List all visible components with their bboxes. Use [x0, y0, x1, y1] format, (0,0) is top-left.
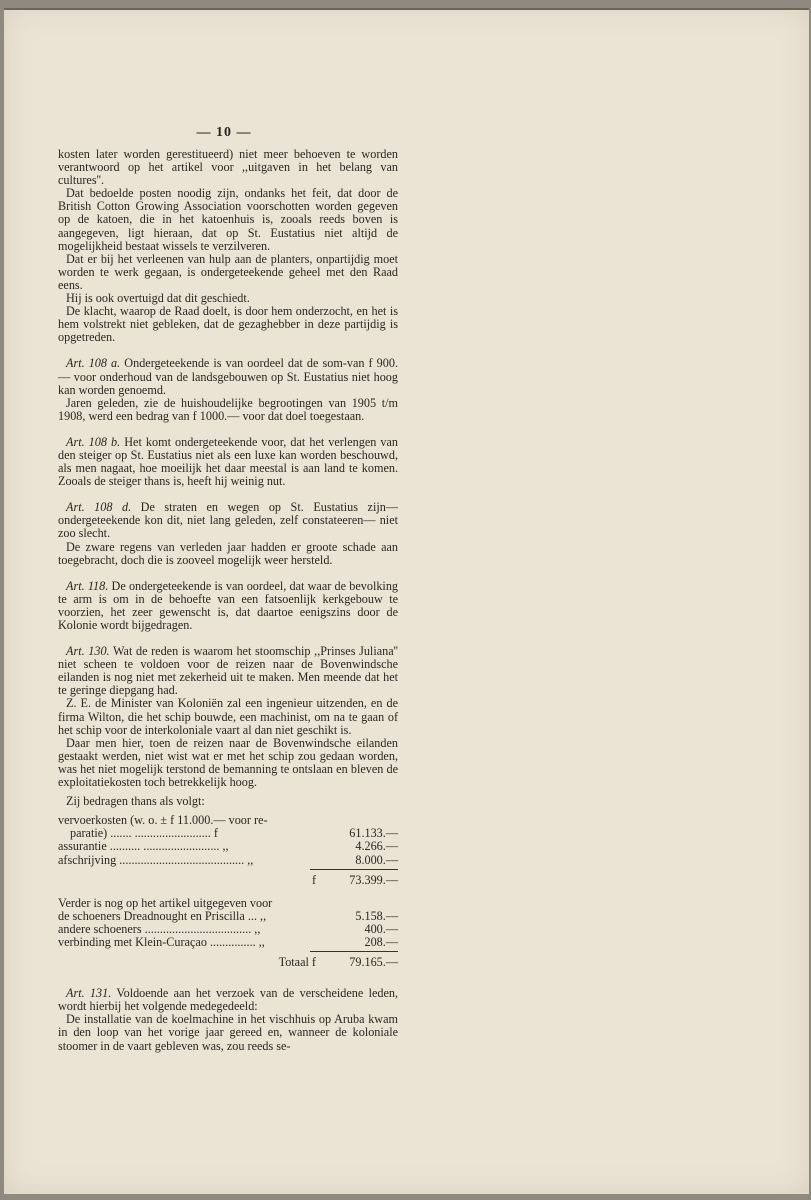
table-row: de schoeners Dreadnought en Priscilla ... ,, 5.158.— [58, 908, 398, 923]
article-lead: De ondergeteekende is van oordeel, dat waar de bevolking te arm is om in de behoefte van een fatsoenlijk kerkgebouw te voorzien, het zeer gewenscht is, dat daartoe eenigszins door de Kolonie wordt bijgedragen. [58, 578, 399, 632]
article-108a [58, 357, 398, 422]
article-lead: Voldoende aan het verzoek van de verscheidene leden, wordt hierbij het volgende medegedeeld: [58, 986, 399, 1014]
intro-paragraph: kosten later worden gerestitueerd) niet meer behoeven te worden verantwoord op het artikel voor ,,uitgaven in het belang van cultures''. [58, 147, 398, 188]
intro-paragraph: De klacht, waarop de Raad doelt, is door hem onderzocht, en het is hem volstrekt niet gebleken, dat de gezaghebber in deze partijdig is opgetreden. [58, 304, 398, 345]
article-lead: De straten en wegen op St. Eustatius zijn— ondergeteekende kon dit, niet lang geleden, zelf constateeren— niet zoo slecht. [58, 500, 398, 541]
subtotal-row: f 73.399.— [311, 872, 398, 887]
article-paragraph: De zware regens van verleden jaar hadden er groote schade aan toegebracht, doch die is zooveel mogelijk weer hersteld. [58, 539, 398, 567]
article-paragraph: Jaren geleden, zie de huishoudelijke begrootingen van 1905 t/m 1908, werd een bedrag van f 1000.— voor dat doel toegestaan. [58, 395, 398, 423]
article-paragraph: Z. E. de Minister van Koloniën zal een ingenieur uitzenden, en de firma Wilton, die het schip bouwde, een machinist, om na te gaan of het schip voor de interkoloniale vaart al dan niet geschikt is. [58, 696, 398, 737]
article-label: Art. 130. [66, 644, 110, 659]
article-paragraph: De installatie van de koelmachine in het vischhuis op Aruba kwam in den loop van het vorige jaar gereed en, wanneer de koloniale stoomer in de vaart gebleven was, zou reeds se- [58, 1012, 398, 1053]
article-label: Art. 118. [66, 578, 109, 593]
table-row: paratie) ....... ......................... f 61.133.— [70, 826, 398, 841]
article-label: Art. 131. [66, 986, 112, 1001]
intro-section [58, 148, 398, 344]
article-131 [58, 987, 398, 1052]
article-label: Art. 108 b. [66, 434, 121, 449]
cost-table [58, 795, 398, 969]
table-intro: Zij bedragen thans als volgt: [66, 794, 205, 809]
intro-paragraph: Dat bedoelde posten noodig zijn, ondanks het feit, dat door de British Cotton Growing Association voorschotten worden gegeven op de katoen, die in het katoenhuis is, zooals reeds boven is aangegeven, ligt hieraan, dat op St. Eustatius niet altijd de mogelijkheid bestaat wissels te verzilveren. [58, 186, 398, 253]
article-118 [58, 580, 398, 632]
table-row: afschrijving ......................................... ,, 8.000.— [58, 852, 398, 867]
table-row: vervoerkosten (w. o. ± f 11.000.— voor re- [58, 813, 268, 828]
article-108d [58, 501, 398, 566]
table-row: andere schoeners ................................... ,, 400.— [58, 921, 398, 936]
total-row: Totaal f 79.165.— [278, 955, 398, 970]
article-lead: Het komt ondergeteekende voor, dat het verlengen van den steiger op St. Eustatius niet als een luxe kan worden beschouwd, als men nagaat, hoe moeilijk het daar meestal is aan land te komen. Zooals de steiger thans is, heeft hij weinig nut. [58, 434, 399, 489]
article-lead: Wat de reden is waarom het stoomschip ,,Prinses Juliana'' niet scheen te voldoen voor de reizen naar de Bovenwindsche eilanden is nog niet met zekerheid uit te maken. Men meende dat het te geringe diepgang had. [58, 644, 399, 698]
page-number: — 10 — [196, 125, 252, 140]
article-label: Art. 108 d. [66, 500, 132, 515]
page-edge-line [4, 8, 809, 10]
article-lead: Ondergeteekende is van oordeel dat de som-van f 900.— voor onderhoud van de landsgebouwen op St. Eustatius niet hoog kan worden genoemd. [58, 356, 398, 397]
table-row: verbinding met Klein-Curaçao ............... ,, 208.— [58, 934, 398, 949]
document-page [4, 8, 809, 1194]
table-row: assurantie .......... ......................... ,, 4.266.— [58, 839, 398, 854]
intro-paragraph: Hij is ook overtuigd dat dit geschiedt. [66, 291, 250, 306]
article-label: Art. 108 a. [66, 356, 121, 371]
article-108b [58, 436, 398, 488]
article-paragraph: Daar men hier, toen de reizen naar de Bovenwindsche eilanden gestaakt werden, niet wist wat er met het schip zou gedaan worden, was het niet mogelijk terstond de bemanning te ontslaan en bleven de exploitatiekosten toch betrekkelijk hoog. [58, 735, 398, 790]
text-column [58, 148, 398, 1053]
article-130 [58, 645, 398, 789]
intro-paragraph: Dat er bij het verleenen van hulp aan de planters, onpartijdig moet worden te werk gegaan, is ondergeteekende geheel met den Raad eens. [58, 251, 398, 292]
table-row: Verder is nog op het artikel uitgegeven voor [58, 895, 273, 910]
